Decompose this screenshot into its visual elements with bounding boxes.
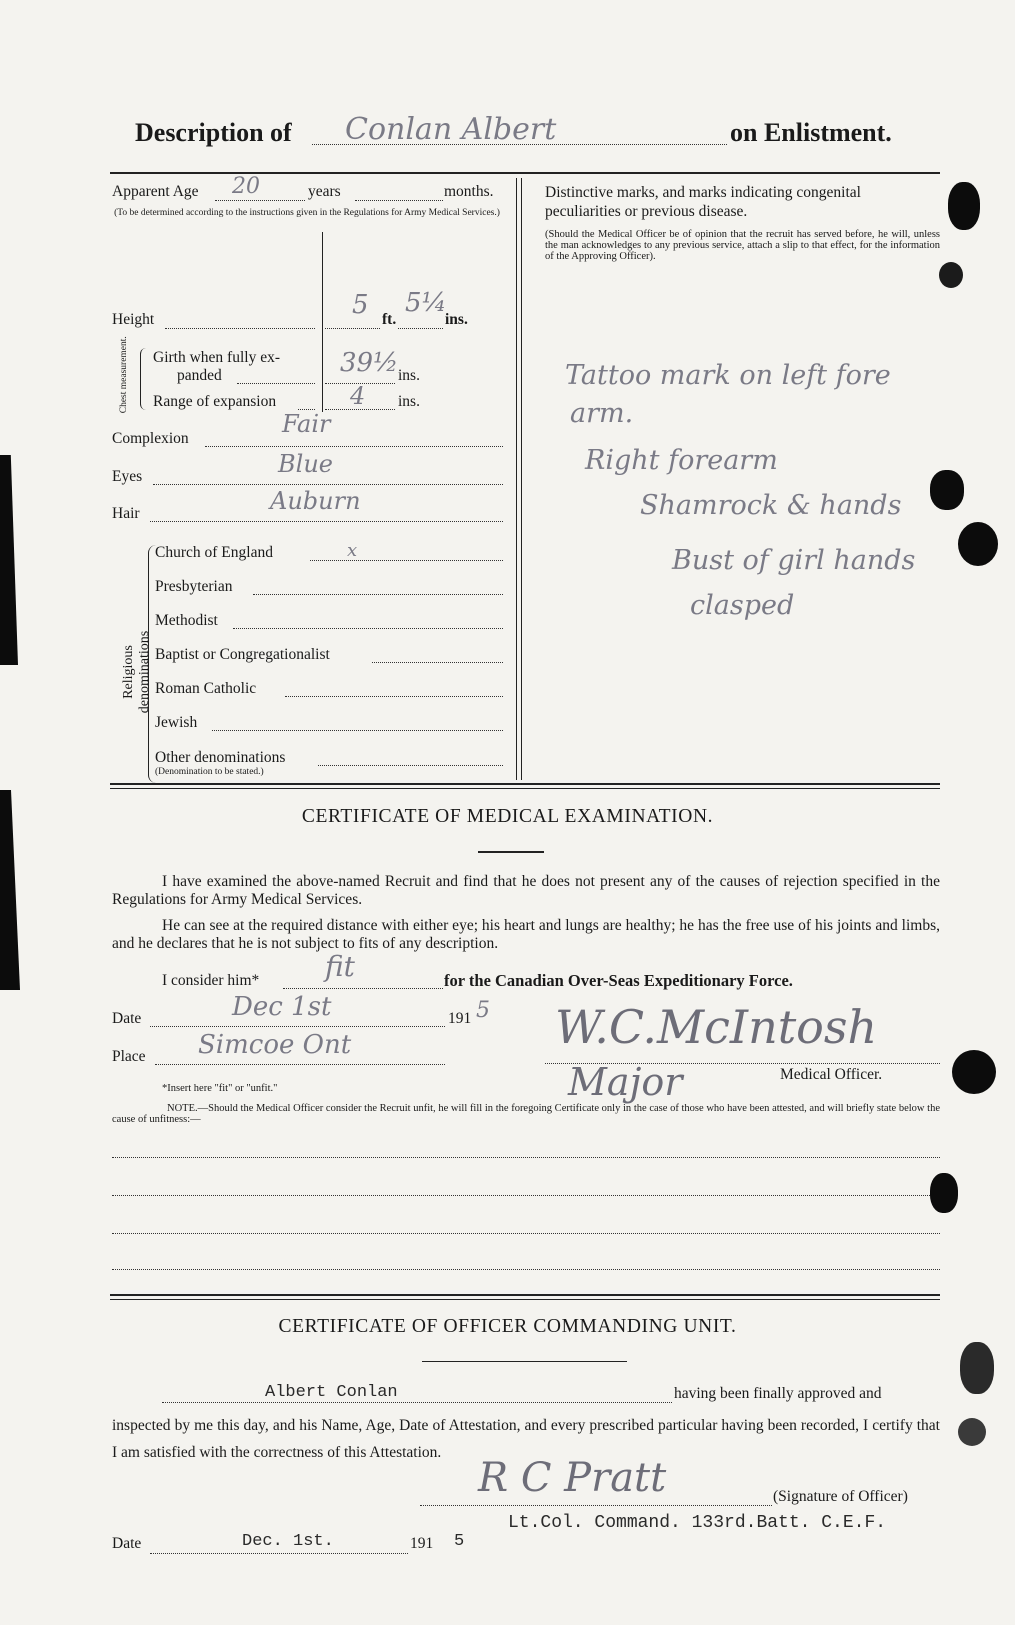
marks-handwritten-line4: Shamrock & hands [640, 490, 902, 521]
form-title-suffix: on Enlistment. [730, 118, 892, 147]
girth-line [237, 383, 315, 384]
measurement-divider [322, 232, 323, 412]
complexion-label: Complexion [112, 430, 189, 447]
mid-rule-b [110, 788, 940, 789]
girth-label-line2: panded [177, 367, 222, 384]
medical-date-label: Date [112, 1010, 142, 1027]
lower-rule-a [110, 1294, 940, 1296]
medical-title-ornament [478, 851, 544, 853]
commanding-date-line [150, 1553, 408, 1554]
commanding-date-value: Dec. 1st. [242, 1532, 334, 1551]
medical-date-value: Dec 1st [232, 992, 332, 1022]
medical-year-value: 5 [476, 998, 490, 1023]
religion-presbyterian: Presbyterian [155, 578, 233, 595]
unfitness-line-2 [112, 1195, 940, 1196]
age-line [215, 200, 305, 201]
medical-place-value: Simcoe Ont [198, 1030, 352, 1060]
medical-officer-rank: Major [568, 1060, 683, 1104]
chest-brace [140, 348, 149, 410]
height-ins-line [398, 328, 443, 329]
girth-value: 39½ [340, 348, 399, 378]
medical-officer-signature: W.C.McIntosh [555, 1000, 878, 1054]
left-edge-shadow-top [0, 455, 18, 665]
commanding-year-prefix: 191 [410, 1535, 434, 1552]
commanding-signature-label: (Signature of Officer) [773, 1488, 908, 1505]
medical-certificate-title: CERTIFICATE OF MEDICAL EXAMINATION. [301, 806, 714, 827]
religion-side-label-line1: Religious [121, 645, 136, 699]
commanding-signature-line [420, 1505, 772, 1506]
for-force-label: for the Canadian Over-Seas Expeditionary Force. [444, 971, 793, 990]
commanding-command-typed: Lt.Col. Command. 133rd.Batt. C.E.F. [508, 1513, 887, 1533]
religion-church-of-england: Church of England [155, 544, 273, 561]
eyes-value: Blue [278, 450, 333, 478]
binding-hole-6 [930, 1173, 958, 1213]
medical-place-label: Place [112, 1048, 146, 1065]
marks-handwritten-line3: Right forearm [585, 445, 778, 476]
range-ins-label: ins. [398, 393, 420, 410]
commanding-officer-signature: R C Pratt [478, 1455, 667, 1501]
binding-hole-8 [958, 1418, 986, 1446]
months-label: months. [444, 183, 494, 200]
marks-handwritten-line1: Tattoo mark on left fore [565, 360, 891, 391]
binding-hole-3 [930, 470, 964, 510]
unfitness-note: NOTE.—Should the Medical Officer consider the Recruit unfit, he will fill in the foregoing Certificate only in the case of those who have been attested, and will briefly state below the cause of unfitness:— [112, 1103, 940, 1125]
religion-church-of-england-mark: x [347, 540, 358, 561]
binding-hole-2 [939, 262, 963, 288]
months-line [355, 200, 443, 201]
form-title-prefix: Description of [135, 118, 292, 147]
hair-line [150, 521, 503, 522]
medical-place-line [155, 1064, 445, 1065]
religion-roman-catholic: Roman Catholic [155, 680, 257, 697]
religion-methodist: Methodist [155, 612, 218, 629]
age-note: (To be determined according to the instructions given in the Regulations for Army Medical Services.) [114, 208, 500, 218]
unfitness-line-3 [112, 1233, 940, 1234]
commanding-title-ornament [422, 1361, 627, 1362]
religion-line-4 [285, 696, 503, 697]
marks-handwritten-line2: arm. [570, 398, 634, 429]
unfitness-line-4 [112, 1269, 940, 1270]
medical-paragraph-1: I have examined the above-named Recruit and find that he does not present any of the causes of rejection specified in the Regulations for Army Medical Services. [112, 873, 940, 908]
hair-label: Hair [112, 505, 140, 522]
religion-line-2 [233, 628, 503, 629]
religion-line-0 [310, 560, 503, 561]
binding-hole-4 [958, 522, 998, 566]
religion-side-label-line2: denominations [137, 630, 152, 714]
title-name-line [312, 144, 727, 145]
religion-line-3 [372, 662, 503, 663]
recruit-name-handwritten: Conlan Albert [345, 112, 557, 147]
marks-handwritten-line5: Bust of girl hands [672, 545, 916, 576]
ft-label: ft. [382, 311, 397, 328]
column-separator-b [521, 178, 522, 780]
height-ins-value: 5¼ [405, 288, 447, 318]
height-ft-line [325, 328, 380, 329]
range-value-line [325, 409, 395, 410]
eyes-label: Eyes [112, 468, 143, 485]
marks-handwritten-line6: clasped [690, 590, 795, 621]
medical-year-prefix: 191 [448, 1010, 472, 1027]
complexion-value: Fair [282, 410, 331, 438]
complexion-line [205, 446, 503, 447]
religion-other: Other denominations [155, 749, 286, 766]
height-line [165, 328, 315, 329]
consider-label: I consider him* [162, 972, 260, 989]
religion-jewish: Jewish [155, 714, 198, 731]
commanding-date-label: Date [112, 1535, 142, 1552]
binding-hole-5 [952, 1050, 996, 1094]
apparent-age-label: Apparent Age [112, 183, 199, 200]
commanding-name-line [162, 1402, 672, 1403]
commanding-after-name: having been finally approved and [674, 1385, 882, 1402]
range-label: Range of expansion [153, 393, 277, 410]
years-label: years [308, 183, 341, 200]
mid-rule-a [110, 783, 940, 785]
commanding-certificate-title: CERTIFICATE OF OFFICER COMMANDING UNIT. [278, 1316, 737, 1337]
girth-ins-label: ins. [398, 367, 420, 384]
medical-officer-line [545, 1063, 940, 1064]
height-label: Height [112, 311, 155, 328]
religion-baptist: Baptist or Congregationalist [155, 646, 330, 663]
medical-paragraph-2: He can see at the required distance with either eye; his heart and lungs are healthy; he has the free use of his joints and limbs, and he declares that he is not subject to fits of any description. [112, 917, 940, 952]
lower-rule-b [110, 1299, 940, 1300]
range-value: 4 [350, 382, 366, 410]
girth-label-line1: Girth when fully ex- [153, 349, 280, 366]
commanding-recruit-name: Albert Conlan [265, 1383, 398, 1402]
unfitness-line-1 [112, 1157, 940, 1158]
medical-officer-label: Medical Officer. [780, 1066, 883, 1083]
denomination-note: (Denomination to be stated.) [155, 767, 264, 777]
binding-hole-7 [960, 1342, 994, 1394]
chest-side-label: Chest measurement. [118, 336, 129, 414]
insert-note: *Insert here "fit" or "unfit." [162, 1083, 278, 1094]
binding-hole-1 [948, 182, 980, 230]
distinctive-marks-title: Distinctive marks, and marks indicating congenital peculiarities or previous disease. [545, 184, 861, 220]
distinctive-marks-note: (Should the Medical Officer be of opinion that the recruit has served before, he will, unless the man acknowledges to any previous service, attach a slip to that effect, for the information of the Approving Officer). [545, 229, 940, 262]
commanding-year-value: 5 [454, 1532, 465, 1551]
apparent-age-value: 20 [232, 174, 260, 199]
commanding-paragraph: inspected by me this day, and his Name, Age, Date of Attestation, and every prescribed particular having been recorded, I certify that I am satisfied with the correctness of this Attestation. [112, 1417, 940, 1461]
column-separator-a [516, 178, 517, 780]
religion-line-5 [212, 730, 503, 731]
consider-line [283, 988, 443, 989]
ins-label: ins. [445, 311, 468, 328]
religion-line-1 [253, 594, 503, 595]
religion-line-6 [318, 765, 503, 766]
eyes-line [153, 484, 503, 485]
medical-date-line [150, 1026, 445, 1027]
hair-value: Auburn [270, 487, 361, 515]
consider-value: fit [325, 950, 355, 983]
height-ft-value: 5 [352, 290, 369, 320]
